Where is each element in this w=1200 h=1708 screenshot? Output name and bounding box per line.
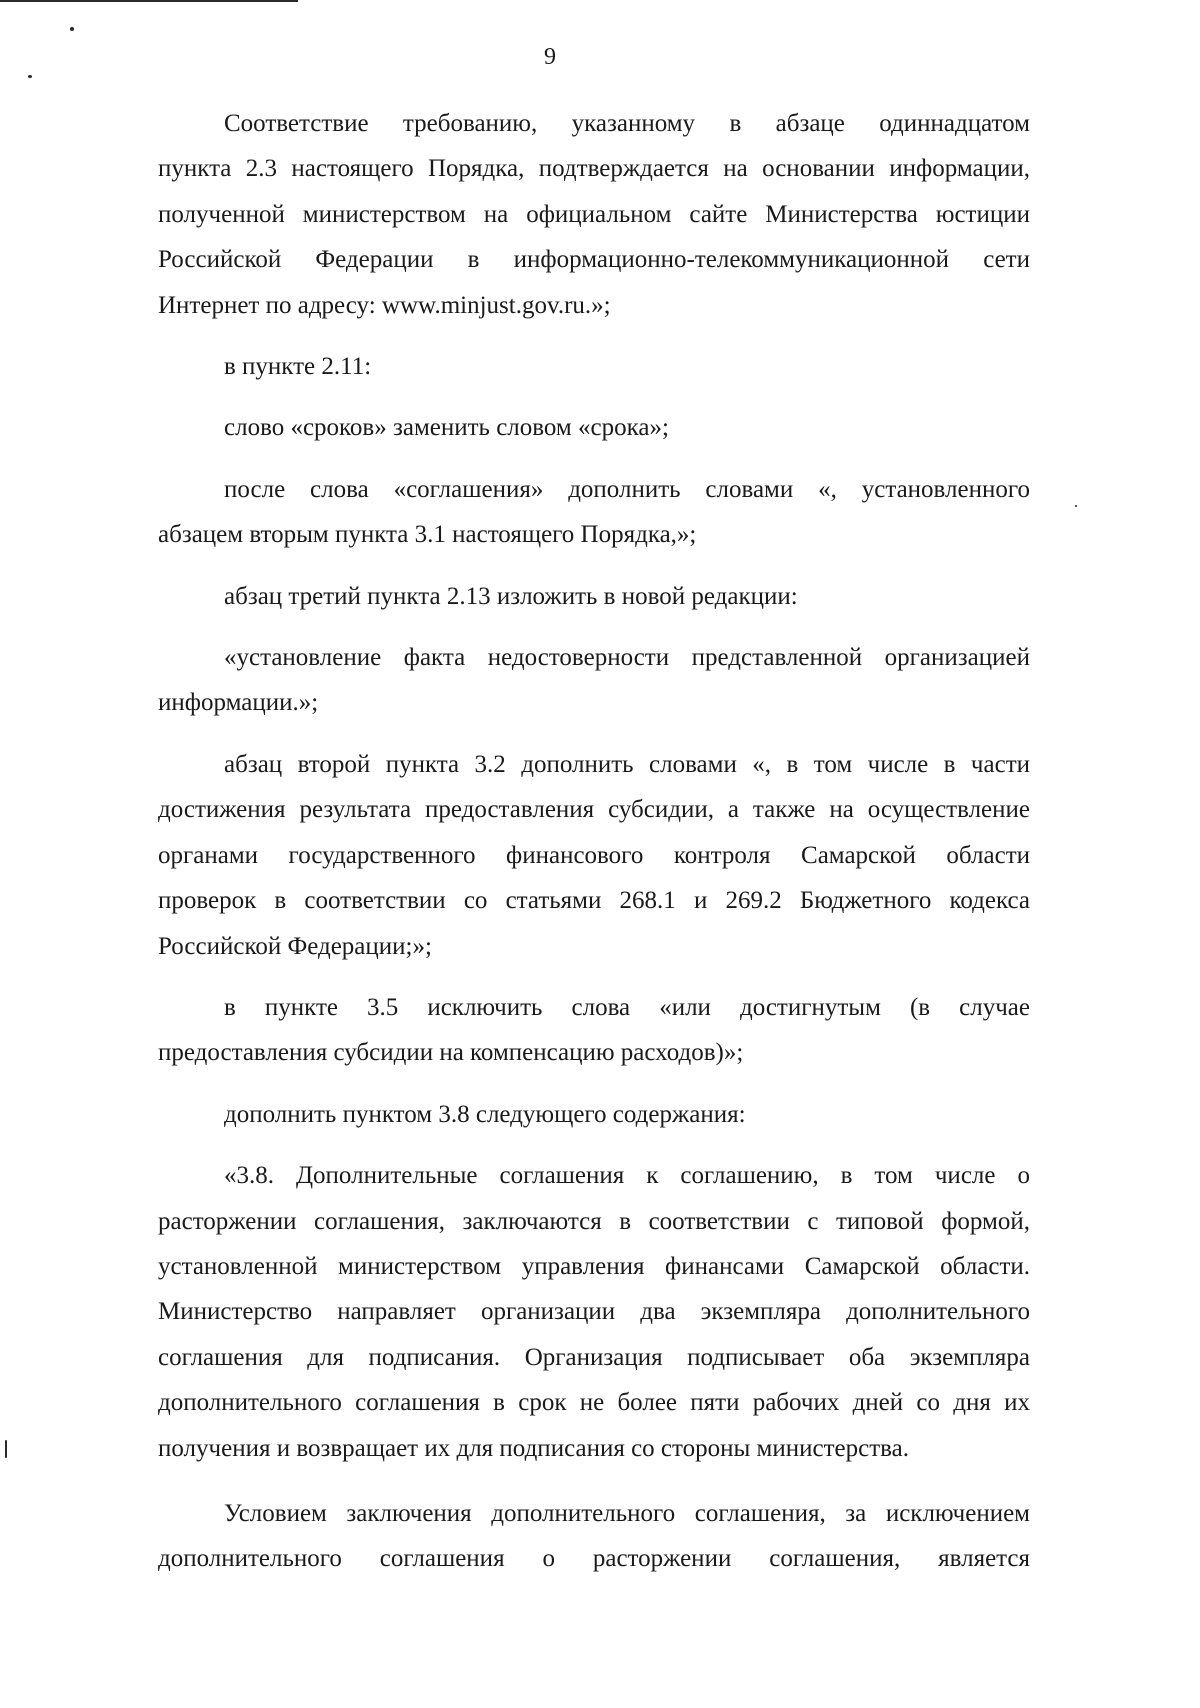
page-number: 9 — [544, 44, 556, 70]
paragraph-line: расторжении соглашения, заключаются в соответствии с типовой формой, — [158, 1207, 1030, 1235]
paragraph-line: Соответствие требованию, указанному в абзаце одиннадцатом — [224, 110, 1030, 137]
paragraph-line: Министерство направляет организации два экземпляра дополнительного — [158, 1298, 1030, 1326]
paragraph-line: соглашения для подписания. Организация подписывает оба экземпляра — [158, 1343, 1030, 1371]
paragraph-line: предоставления субсидии на компенсацию расходов)»; — [158, 1039, 744, 1067]
paragraph-line: в пункте 3.5 исключить слова «или достигнутым (в случае — [224, 993, 1030, 1021]
paragraph-line: после слова «соглашения» дополнить словами «, установленного — [224, 475, 1030, 503]
paragraph-line: Российской Федерации;»; — [158, 932, 432, 960]
paragraph-line: проверок в соответствии со статьями 268.1 и 269.2 Бюджетного кодекса — [158, 887, 1030, 915]
scan-speck — [28, 75, 32, 78]
paragraph-line: пункта 2.3 настоящего Порядка, подтверждается на основании информации, — [158, 155, 1030, 183]
paragraph-line: получения и возвращает их для подписания со стороны министерства. — [158, 1434, 909, 1462]
paragraph-line: в пункте 2.11: — [224, 353, 372, 381]
paragraph-line: абзац третий пункта 2.13 изложить в новой редакции: — [224, 582, 798, 610]
scan-speck — [70, 27, 74, 31]
paragraph-line: достижения результата предоставления субсидии, а также на осуществление — [158, 796, 1030, 824]
paragraph-line: полученной министерством на официальном сайте Министерства юстиции — [158, 200, 1030, 228]
paragraph-line: дополнить пунктом 3.8 следующего содержания: — [224, 1100, 746, 1128]
paragraph-line: «3.8. Дополнительные соглашения к соглашению, в том числе о — [224, 1162, 1030, 1190]
paragraph-line: дополнительного соглашения о расторжении соглашения, является — [158, 1545, 1030, 1573]
paragraph-line: установленной министерством управления финансами Самарской области. — [158, 1252, 1030, 1280]
paragraph-line: информации.»; — [158, 689, 319, 717]
paragraph-line: Условием заключения дополнительного соглашения, за исключением — [224, 1499, 1030, 1527]
scan-speck — [5, 1440, 7, 1458]
paragraph-line: органами государственного финансового контроля Самарской области — [158, 841, 1030, 869]
document-body — [158, 101, 1030, 1582]
paragraph-line: абзац второй пункта 3.2 дополнить словами «, в том числе в части — [224, 750, 1030, 778]
paragraph-line: «установление факта недостоверности представленной организацией — [224, 644, 1030, 672]
paragraph-line: абзацем вторым пункта 3.1 настоящего Порядка,»; — [158, 521, 697, 549]
scan-top-rule — [0, 0, 298, 2]
paragraph-line: Российской Федерации в информационно-телекоммуникационной сети — [158, 246, 1030, 274]
paragraph-line: дополнительного соглашения в срок не более пяти рабочих дней со дня их — [158, 1389, 1030, 1417]
paragraph-line: слово «сроков» заменить словом «срока»; — [224, 414, 669, 442]
scan-speck — [1075, 505, 1077, 507]
paragraph-line: Интернет по адресу: www.minjust.gov.ru.»; — [158, 291, 611, 319]
